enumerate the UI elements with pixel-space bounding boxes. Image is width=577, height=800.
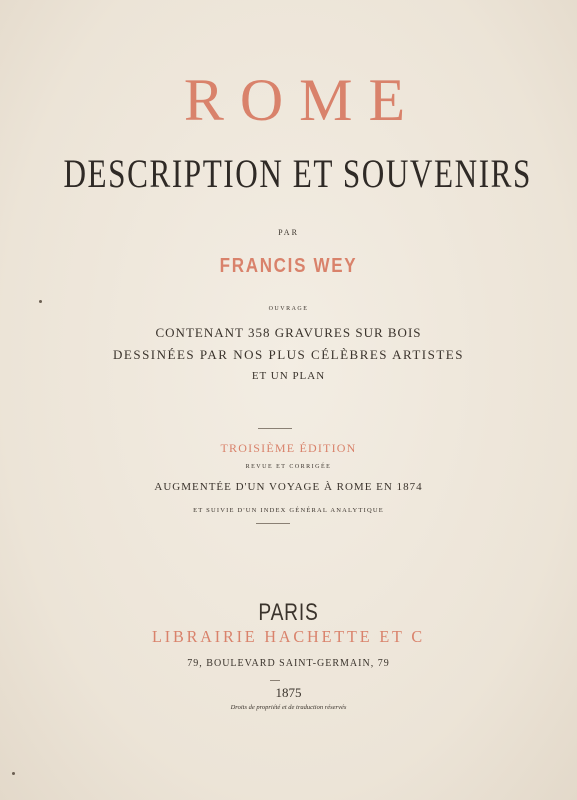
paper-speck: [39, 300, 42, 303]
divider-rule: [270, 680, 280, 681]
publication-year: 1875: [275, 685, 302, 700]
book-title: ROME: [183, 67, 422, 133]
augmented-line: AUGMENTÉE D'UN VOYAGE À ROME EN 1874: [154, 481, 423, 493]
publisher-address: 79, BOULEVARD SAINT-GERMAIN, 79: [187, 658, 390, 669]
book-subtitle: DESCRIPTION ET SOUVENIRS: [63, 151, 532, 196]
work-label: OUVRAGE: [268, 306, 309, 312]
contents-line-3: ET UN PLAN: [251, 370, 326, 382]
divider-rule: [256, 523, 290, 524]
by-label: PAR: [278, 228, 299, 237]
paper-speck: [12, 772, 15, 775]
rights-notice: Droits de propriété et de traduction réservés: [230, 704, 347, 711]
author-name: FRANCIS WEY: [219, 255, 358, 277]
city-name: PARIS: [258, 599, 319, 626]
revised-label: REVUE ET CORRIGÉE: [245, 464, 332, 470]
index-line: ET SUIVIE D'UN INDEX GÉNÉRAL ANALYTIQUE: [193, 507, 384, 514]
contents-line-1: CONTENANT 358 GRAVURES SUR BOIS: [155, 325, 422, 340]
divider-rule: [258, 428, 292, 429]
contents-line-2: DESSINÉES PAR NOS PLUS CÉLÈBRES ARTISTES: [113, 347, 464, 362]
edition-label: TROISIÈME ÉDITION: [220, 441, 357, 455]
publisher-name: LIBRAIRIE HACHETTE ET C: [152, 627, 425, 646]
